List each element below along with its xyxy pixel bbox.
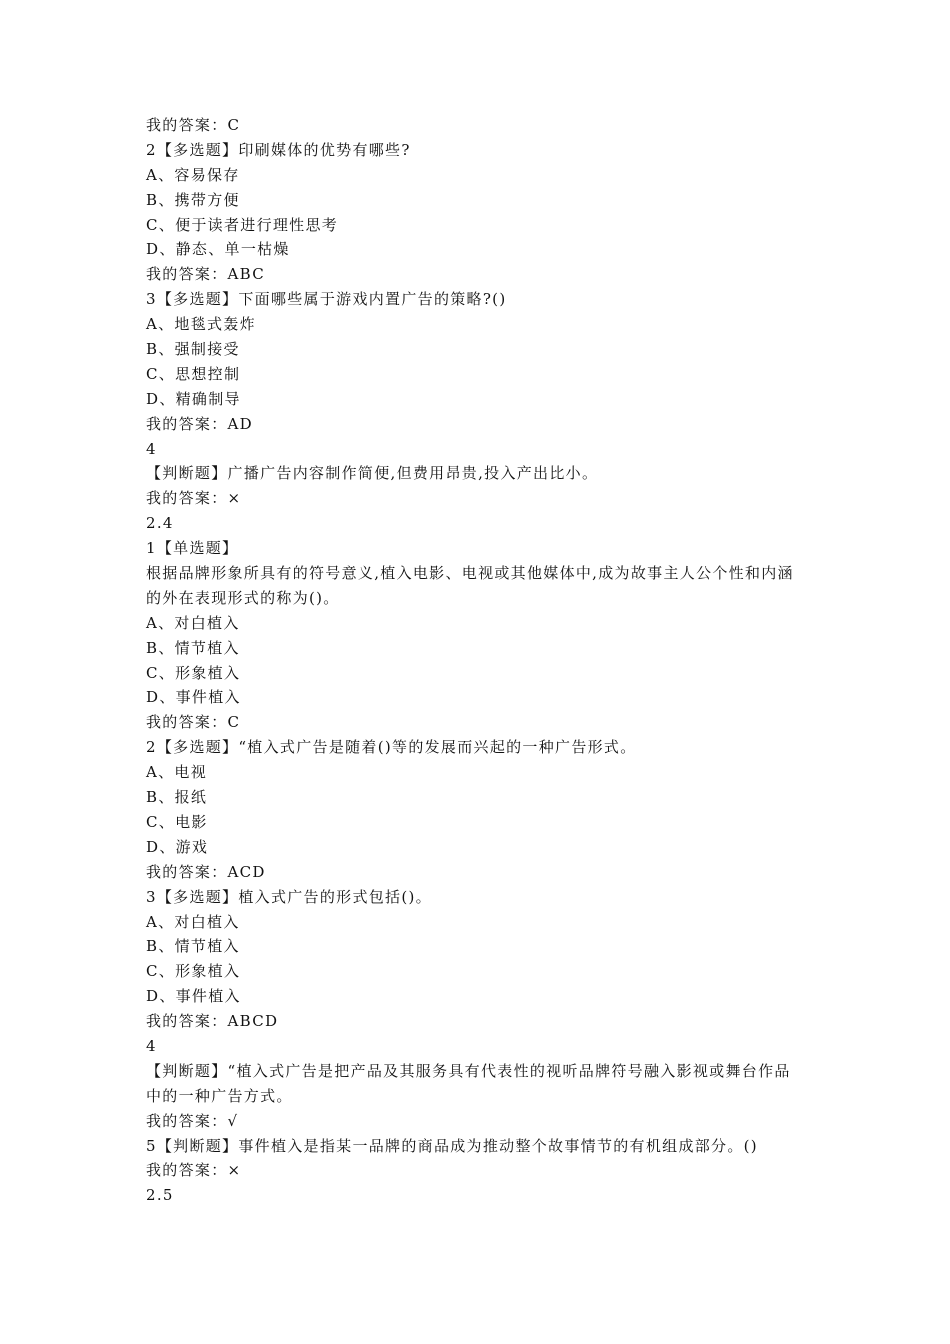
answer-line: 我的答案：C [146,116,241,134]
option-line: B、报纸 [146,788,208,807]
question-title: 【判断题】广播广告内容制作简便,但费用昂贵,投入产出比小。 [146,464,599,483]
section-number: 2.5 [146,1186,174,1205]
option-line: A、对白植入 [146,912,240,931]
question-title: 3【多选题】下面哪些属于游戏内置广告的策略?() [146,290,507,309]
question-text: 中的一种广告方式。 [146,1086,293,1105]
option-line: C、形象植入 [146,962,241,981]
answer-line: 我的答案：AD [146,414,253,433]
option-line: C、便于读者进行理性思考 [146,215,339,234]
answer-line: 我的答案：× [146,1161,242,1180]
answer-line: 我的答案：× [146,489,242,508]
option-line: C、电影 [146,812,208,831]
question-text: 根据品牌形象所具有的符号意义,植入电影、电视或其他媒体中,成为故事主人公个性和内涵 [146,564,794,583]
answer-line: 我的答案：ACD [146,862,266,881]
question-number: 4 [146,439,157,458]
answer-line: 我的答案：C [146,713,241,732]
question-title: 5【判断题】事件植入是指某一品牌的商品成为推动整个故事情节的有机组成部分。() [146,1136,758,1155]
option-line: D、事件植入 [146,987,241,1006]
option-line: B、情节植入 [146,638,240,657]
answer-line: 我的答案：√ [146,1111,239,1130]
option-line: A、对白植入 [146,613,240,632]
question-text: 的外在表现形式的称为()。 [146,588,340,607]
question-title: 2【多选题】“植入式广告是随着()等的发展而兴起的一种广告形式。 [146,738,637,757]
question-title: 3【多选题】植入式广告的形式包括()。 [146,887,432,906]
answer-line: 我的答案：ABCD [146,1012,279,1031]
option-line: C、思想控制 [146,364,241,383]
option-line: A、容易保存 [146,165,240,184]
question-title: 2【多选题】印刷媒体的优势有哪些? [146,140,411,159]
option-line: B、强制接受 [146,340,240,359]
option-line: B、情节植入 [146,937,240,956]
document-page [146,113,816,1208]
option-line: B、携带方便 [146,190,240,209]
option-line: A、地毯式轰炸 [146,315,256,334]
option-line: A、电视 [146,763,208,782]
section-number: 2.4 [146,514,174,533]
option-line: D、精确制导 [146,389,241,408]
option-line: D、事件植入 [146,688,241,707]
option-line: C、形象植入 [146,663,241,682]
question-title: 1【单选题】 [146,539,239,558]
question-title: 【判断题】“植入式广告是把产品及其服务具有代表性的视听品牌符号融入影视或舞台作品 [146,1061,791,1080]
question-number: 4 [146,1036,157,1055]
option-line: D、游戏 [146,837,209,856]
option-line: D、静态、单一枯燥 [146,240,290,259]
answer-line: 我的答案：ABC [146,265,266,284]
